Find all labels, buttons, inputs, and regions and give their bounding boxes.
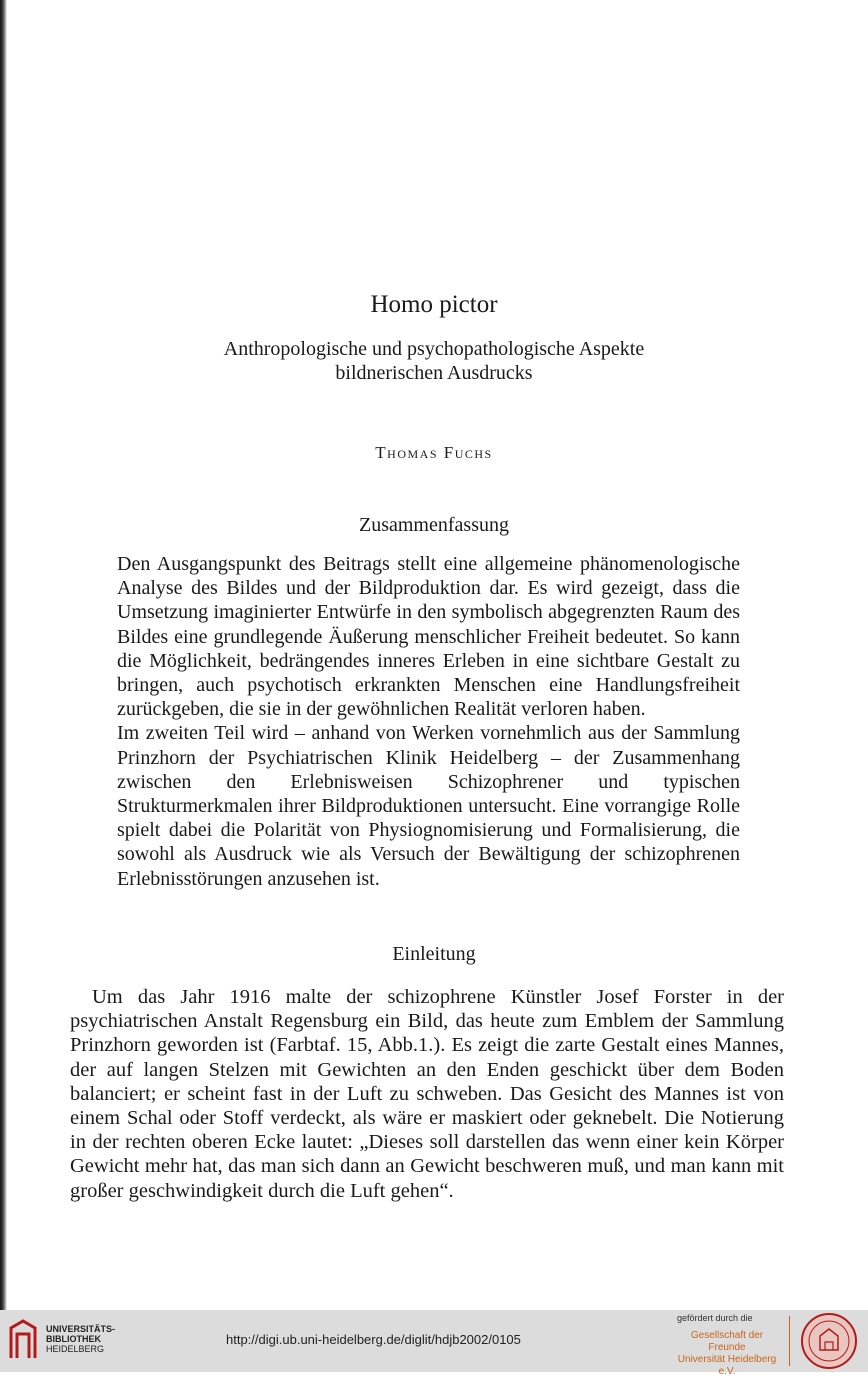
permalink-url[interactable]: http://digi.ub.uni-heidelberg.de/diglit/hdjb2002/0105 bbox=[226, 1332, 521, 1347]
abstract-paragraph-2: Im zweiten Teil wird – anhand von Werken vornehmlich aus der Sammlung Prinzhorn der Psychiatrischen Klinik Heidelberg – der Zusammenhang zwischen den Erlebnisweisen Schizophrener und typischen Strukturmerkmalen ihrer Bildproduktionen untersucht. Eine vorrangige Rolle spielt dabei die Polarität von Physiognomisierung und Formalisierung, die sowohl als Ausdruck wie als Versuch der Bewältigung der schizophrenen Erlebnisstörungen anzusehen ist. bbox=[117, 722, 740, 890]
society-name bbox=[672, 1330, 782, 1378]
abstract-paragraph-1: Den Ausgangspunkt des Beitrags stellt eine allgemeine phänomenologische Analyse des Bildes und der Bildproduktion dar. Es wird gezeigt, dass die Umsetzung imaginierter Entwürfe in den symbolisch abgegrenzten Raum des Bildes eine grundlegende Äußerung menschlicher Freiheit bedeutet. So kann die Möglichkeit, bedrängendes inneres Erleben in eine sichtbare Gestalt zu bringen, auch psychotisch erkrankten Menschen eine Handlungsfreiheit zurückgeben, die sie in der gewöhnlichen Realität verloren haben. bbox=[117, 553, 740, 721]
abstract-heading: Zusammenfassung bbox=[359, 514, 509, 536]
author-name: Thomas Fuchs bbox=[375, 443, 493, 462]
ub-heidelberg-logo-icon bbox=[8, 1318, 38, 1362]
book-spine-edge bbox=[0, 0, 7, 1310]
introduction-paragraph: Um das Jahr 1916 malte der schizophrene Künstler Josef Forster in der psychiatrischen Anstalt Regensburg ein Bild, das heute zum Emblem der Sammlung Prinzhorn geworden ist (Farbtaf. 15, Abb.1.). Es zeigt die zarte Gestalt eines Mannes, der auf langen Stelzen mit Gewichten an den Enden geschickt über dem Boden balanciert; er scheint fast in der Luft zu schweben. Das Gesicht des Mannes ist von einem Schal oder Stoff verdeckt, als wäre er maskiert oder geknebelt. Die Notierung in der rechten oberen Ecke lautet: „Dieses soll darstellen das wenn einer kein Körper Gewicht mehr hat, das man sich dann an Gewicht beschweren muß, und man kann mit großer geschwindigkeit durch die Luft gehen“. bbox=[70, 986, 784, 1202]
digitization-footer bbox=[0, 1310, 868, 1377]
footer-divider bbox=[789, 1316, 790, 1366]
subtitle-line-2: bildnerischen Ausdrucks bbox=[335, 362, 533, 384]
library-name bbox=[46, 1324, 115, 1354]
introduction-heading: Einleitung bbox=[392, 943, 476, 965]
introduction-body bbox=[70, 985, 784, 1203]
library-line-3: HEIDELBERG bbox=[46, 1344, 105, 1354]
library-line-1: UNIVERSITÄTS- bbox=[46, 1324, 116, 1334]
funded-by-label: gefördert durch die bbox=[677, 1313, 753, 1323]
society-line-2: Universität Heidelberg e.V. bbox=[677, 1354, 777, 1377]
university-seal-icon bbox=[800, 1312, 858, 1370]
article-subtitle bbox=[0, 337, 868, 385]
library-line-2: BIBLIOTHEK bbox=[46, 1334, 101, 1344]
article-title: Homo pictor bbox=[370, 291, 498, 318]
abstract-body bbox=[117, 552, 740, 891]
society-line-1: Gesellschaft der Freunde bbox=[690, 1330, 764, 1353]
subtitle-line-1: Anthropologische und psychopathologische Aspekte bbox=[223, 338, 645, 360]
